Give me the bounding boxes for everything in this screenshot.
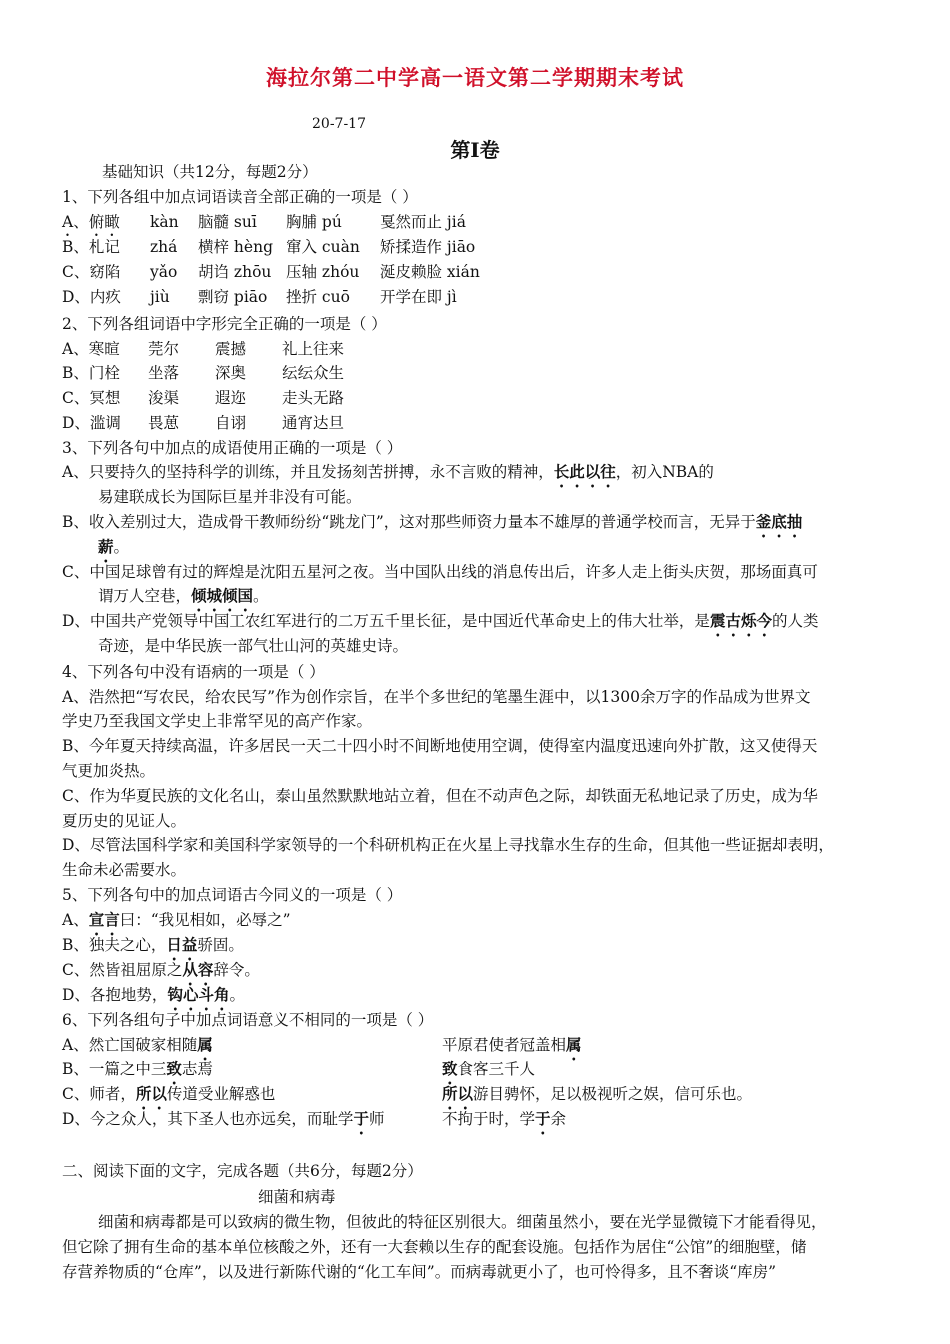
exam-date: 20-7-17 [312,116,366,132]
q5-b-text: B、独夫之心， [62,936,167,954]
q6-a-left-text: A、然亡国破家相随 [62,1036,198,1054]
q1-a-pinyin: kàn [150,213,179,231]
q4-line: A、浩然把“写农民，给农民写”作为创作宗旨，在半个多世纪的笔墨生涯中，以1300余万字的作品成为世界文 [62,688,811,706]
q2-d-4: 通宵达旦 [282,414,345,432]
q6-c-left-text2: 传道受业解惑也 [166,1085,276,1103]
q3-d-text2: 的人类 [771,612,819,630]
q1-a-item2: 脑髓 suī [198,213,257,231]
q1-c-word: C、窈陷 [62,263,121,281]
q6-d-left-text2: 师 [368,1110,385,1128]
q2-c-3: 遐迩 [215,389,247,407]
q5-a-word: 宣言 [88,910,120,929]
q3-d-idiom: 震古烁今 [709,611,772,630]
q3-a-idiom: 长此以往 [553,462,616,481]
q1-b-item4: 矫揉造作 jiāo [380,238,476,256]
q1-c-item2: 胡诌 zhōu [198,263,272,281]
q6-d-left-word: 于 [353,1109,369,1128]
q2-a-1: A、寒暄 [62,340,120,358]
section2-header: 二、阅读下面的文字，完成各题（共6分，每题2分） [62,1162,423,1180]
q6-c-right-word: 所以 [442,1084,474,1103]
q1-c-pinyin: yǎo [150,263,178,281]
q6-a-left-word: 属 [197,1035,213,1054]
q6-b-left-text: B、一篇之中三 [62,1060,167,1078]
q1-a-item3: 胸脯 pú [286,213,342,231]
q1-d-item2: 剽窃 piāo [198,288,268,306]
q2-c-1: C、冥想 [62,389,121,407]
q2-a-3: 震撼 [215,340,247,358]
q1-b-item3: 窜入 cuàn [286,238,360,256]
q3-b-text2: 。 [113,538,130,556]
q2-d-2: 畏葸 [148,414,180,432]
q3-a-cont: 易建联成长为国际巨星并非没有可能。 [98,488,362,506]
q6-a-right-text: 平原君使者冠盖相 [442,1036,567,1054]
q1-b-item2: 横梓 hèng [198,238,273,256]
q2-b-1: B、门栓 [62,364,120,382]
q5-c-word: 从容 [182,960,214,979]
q6-a-right-word: 属 [566,1035,582,1054]
q6-c-right-text: 游目骋怀，足以极视听之娱，信可乐也。 [473,1085,753,1103]
q6-b-left-text2: 志焉 [181,1060,213,1078]
q4-line: 夏历史的见证人。 [62,812,187,830]
q3-option-c: C、中国足球曾有过的辉煌是沈阳五星河之夜。当中国队出线的消息传出后，许多人走上街头庆贺，那场面真可 [62,563,818,581]
q6-d-left [62,1108,384,1138]
q3-a-text2: ，初入NBA的 [615,463,714,481]
q4-line: C、作为华夏民族的文化名山，泰山虽然默默地站立着，但在不动声色之际，却铁面无私地记录了历史，成为华 [62,787,818,805]
q3-d-cont: 奇迹，是中华民族一部气壮山河的英雄史诗。 [98,637,409,655]
q5-d-text2: 。 [229,986,245,1004]
q2-b-4: 纭纭众生 [282,364,345,382]
q6-stem: 6、下列各组句子中加点词语意义不相同的一项是（ ） [62,1011,434,1029]
q2-a-4: 礼上往来 [282,340,345,358]
passage-line: 存营养物质的“仓库”，以及进行新陈代谢的“化工车间”。而病毒就更小了，也可怜得多，且不奢谈“库房” [62,1263,777,1281]
q2-c-2: 浚渠 [148,389,180,407]
q1-b-word: B、札记 [62,238,120,256]
q3-c-text: 谓万人空巷， [98,587,192,605]
q2-d-3: 自诩 [215,414,247,432]
q2-b-3: 深奥 [215,364,247,382]
q1-a-item4: 戛然而止 jiá [380,213,466,231]
q5-d-word: 钩心斗角 [167,985,230,1004]
q5-a-text2: 曰：“我见相如，必辱之” [119,911,291,929]
q1-c-item4: 涎皮赖脸 xián [380,263,480,281]
q5-d-text: D、各抱地势， [62,986,168,1004]
q1-d-item4: 开学在即 jì [380,288,457,306]
q5-c-text2: 辞令。 [213,961,260,979]
q3-stem: 3、下列各句中加点的成语使用正确的一项是（ ） [62,439,403,457]
q6-d-left-text: D、今之众人，其下圣人也亦远矣，而耻学 [62,1110,354,1128]
q3-option-b [62,511,802,541]
q3-b-idiom: 釜底抽 [755,512,803,531]
passage-title: 细菌和病毒 [258,1188,336,1206]
q5-b-text2: 骄固。 [197,936,244,954]
q6-d-right-text2: 余 [550,1110,567,1128]
q1-d-word: D、内疚 [62,288,121,306]
q4-line: 生命未必需要水。 [62,861,187,879]
q1-b-pinyin: zhá [150,238,178,256]
exam-title: 海拉尔第二中学高一语文第二学期期末考试 [266,65,684,90]
q4-line: B、今年夏天持续高温，许多居民一天二十四小时不间断地使用空调，使得室内温度迅速向外扩散，这又使得天 [62,737,818,755]
q5-stem: 5、下列各句中的加点词语古今同义的一项是（ ） [62,886,403,904]
q3-b-idiom-end: 薪 [98,537,114,556]
passage-line: 细菌和病毒都是可以致病的微生物，但彼此的特征区别很大。细菌虽然小，要在光学显微镜下才能看得见， [98,1213,827,1231]
q6-b-left-word: 致 [166,1059,182,1078]
q5-b-word: 日益 [166,935,198,954]
q6-b-right-text: 食客三千人 [457,1060,536,1078]
q6-c-left-word: 所以 [135,1084,167,1103]
q4-line: 气更加炎热。 [62,762,156,780]
q2-a-2: 莞尔 [148,340,180,358]
q6-d-right-word: 于 [535,1109,551,1128]
q3-c-text2: 。 [253,587,269,605]
q2-c-4: 走头无路 [282,389,345,407]
q2-b-2: 坐落 [148,364,180,382]
q1-d-pinyin: jiù [150,288,170,306]
q5-a-text: A、 [62,911,89,929]
q2-d-1: D、滥调 [62,414,121,432]
q6-d-right-text: 不拘于时，学 [442,1110,536,1128]
q1-a-word: A、俯瞰 [62,213,120,231]
q3-c-idiom: 倾城倾国 [191,586,254,605]
q6-c-left-text: C、师者， [62,1085,136,1103]
q1-stem: 1、下列各组中加点词语读音全部正确的一项是（ ） [62,188,418,206]
q2-stem: 2、下列各组词语中字形完全正确的一项是（ ） [62,315,387,333]
q4-stem: 4、下列各句中没有语病的一项是（ ） [62,663,325,681]
section1-header: 基础知识（共12分，每题2分） [102,163,318,181]
q4-line: D、尽管法国科学家和美国科学家领导的一个科研机构正在火星上寻找靠水生存的生命，但其他一些证据却表明， [62,836,834,854]
volume-heading: 第Ⅰ卷 [450,138,500,162]
q1-d-item3: 挫折 cuō [286,288,350,306]
q3-b-text: B、收入差别过大，造成骨干教师纷纷“跳龙门”，这对那些师资力量本不雄厚的普通学校而言，无异于 [62,513,756,531]
q4-line: 学史乃至我国文学史上非常罕见的高产作家。 [62,712,373,730]
q5-c-text: C、然皆祖屈原之 [62,961,183,979]
q6-d-right [442,1108,566,1138]
q3-d-text: D、中国共产党领导中国工农红军进行的二万五千里长征，是中国近代革命史上的伟大壮举，是 [62,612,710,630]
q1-c-item3: 压轴 zhóu [286,263,360,281]
q3-a-text: A、只要持久的坚持科学的训练，并且发扬刻苦拼搏，永不言败的精神， [62,463,554,481]
passage-line: 但它除了拥有生命的基本单位核酸之外，还有一大套赖以生存的配套设施。包括作为居住“公馆”的细胞壁，储 [62,1238,807,1256]
q6-b-right-word: 致 [442,1059,458,1078]
